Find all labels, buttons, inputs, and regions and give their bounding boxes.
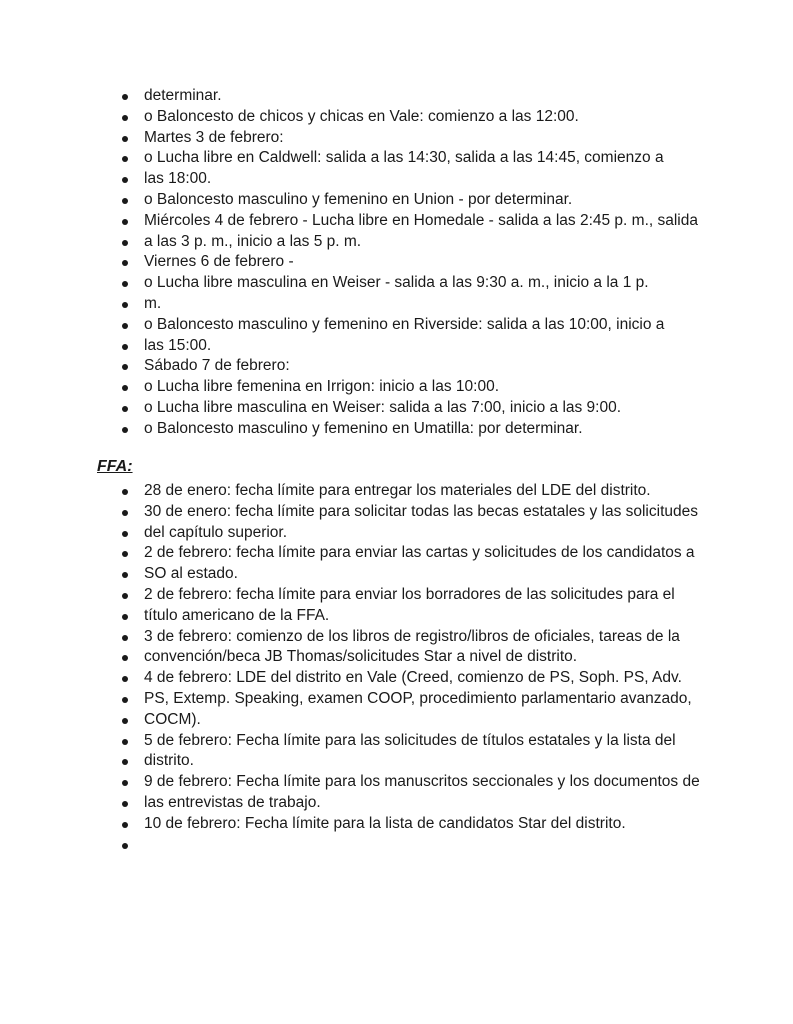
list-item: PS, Extemp. Speaking, examen COOP, procedimiento parlamentario avanzado, [118, 689, 718, 710]
list-item: a las 3 p. m., inicio a las 5 p. m. [118, 232, 718, 253]
list-item: 2 de febrero: fecha límite para enviar los borradores de las solicitudes para el [118, 585, 718, 606]
list-item: COCM). [118, 710, 718, 731]
list-item: Sábado 7 de febrero: [118, 356, 718, 377]
list-item: 3 de febrero: comienzo de los libros de registro/libros de oficiales, tareas de la [118, 627, 718, 648]
list-item: o Lucha libre masculina en Weiser: salida a las 7:00, inicio a las 9:00. [118, 398, 718, 419]
list-item: 10 de febrero: Fecha límite para la lista de candidatos Star del distrito. [118, 814, 718, 835]
list-item: m. [118, 294, 718, 315]
list-item: determinar. [118, 86, 718, 107]
list-item: título americano de la FFA. [118, 606, 718, 627]
list-item: 30 de enero: fecha límite para solicitar todas las becas estatales y las solicitudes [118, 502, 718, 523]
list-item: o Baloncesto masculino y femenino en Riverside: salida a las 10:00, inicio a [118, 315, 718, 336]
list-item: 28 de enero: fecha límite para entregar los materiales del LDE del distrito. [118, 481, 718, 502]
schedule-list [118, 86, 718, 440]
list-item: convención/beca JB Thomas/solicitudes Star a nivel de distrito. [118, 647, 718, 668]
list-item: SO al estado. [118, 564, 718, 585]
list-item: Miércoles 4 de febrero - Lucha libre en Homedale - salida a las 2:45 p. m., salida [118, 211, 718, 232]
list-item: o Lucha libre masculina en Weiser - salida a las 9:30 a. m., inicio a la 1 p. [118, 273, 718, 294]
list-item: las entrevistas de trabajo. [118, 793, 718, 814]
list-item: 9 de febrero: Fecha límite para los manuscritos seccionales y los documentos de [118, 772, 718, 793]
list-item: o Lucha libre en Caldwell: salida a las 14:30, salida a las 14:45, comienzo a [118, 148, 718, 169]
list-item: 2 de febrero: fecha límite para enviar las cartas y solicitudes de los candidatos a [118, 543, 718, 564]
list-item: o Baloncesto de chicos y chicas en Vale: comienzo a las 12:00. [118, 107, 718, 128]
list-item: las 15:00. [118, 336, 718, 357]
list-item: o Lucha libre femenina en Irrigon: inicio a las 10:00. [118, 377, 718, 398]
list-item: distrito. [118, 751, 718, 772]
list-item: 5 de febrero: Fecha límite para las solicitudes de títulos estatales y la lista del [118, 731, 718, 752]
list-item: Martes 3 de febrero: [118, 128, 718, 149]
list-item: o Baloncesto masculino y femenino en Union - por determinar. [118, 190, 718, 211]
list-item: las 18:00. [118, 169, 718, 190]
list-item: 4 de febrero: LDE del distrito en Vale (Creed, comienzo de PS, Soph. PS, Adv. [118, 668, 718, 689]
list-item: Viernes 6 de febrero - [118, 252, 718, 273]
list-item: o Baloncesto masculino y femenino en Umatilla: por determinar. [118, 419, 718, 440]
ffa-heading: FFA: [97, 458, 133, 475]
list-item [118, 835, 718, 856]
list-item: del capítulo superior. [118, 523, 718, 544]
ffa-deadline-list [118, 481, 718, 855]
